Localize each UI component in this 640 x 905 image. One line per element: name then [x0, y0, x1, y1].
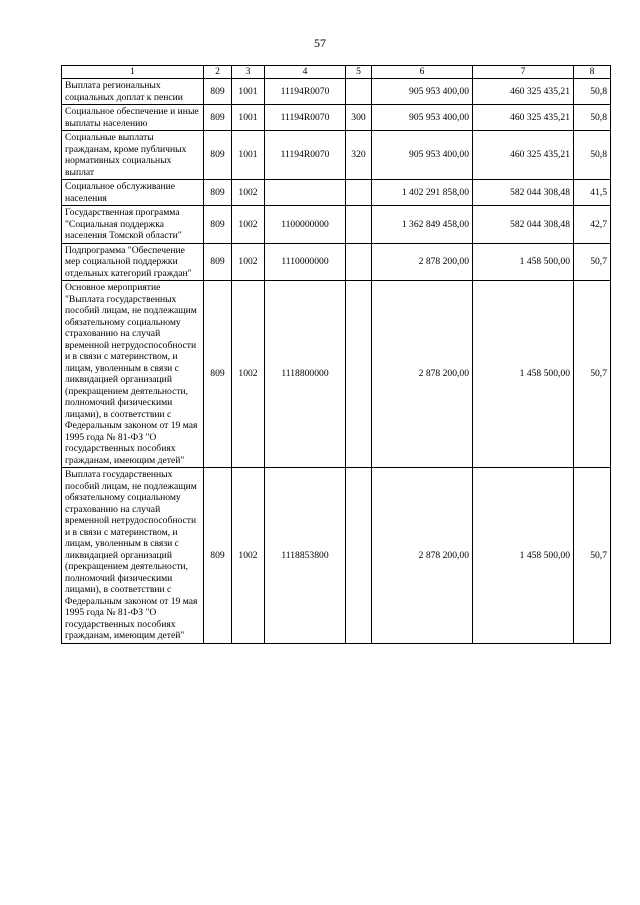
row-vr — [346, 243, 372, 281]
table-row — [62, 79, 611, 105]
row-name: Выплата государственных пособий лицам, не подлежащим обязательному социальному страхованию на случай временной нетрудоспособности и в связи с материнством, и лицам, уволенным в связи с ликвидацией организаций (прекращением деятельности, полномочий физическими лицами), в соответствии с Федеральным законом от 19 мая 1995 года № 81-ФЗ "О государственных пособиях гражданам, имеющим детей" — [62, 468, 204, 644]
row-fact: 582 044 308,48 — [473, 206, 574, 244]
table-row — [62, 180, 611, 206]
row-fact: 582 044 308,48 — [473, 180, 574, 206]
row-razdel: 1002 — [232, 206, 265, 244]
table-header-row — [62, 66, 611, 79]
row-pct: 50,7 — [574, 281, 611, 468]
table-row — [62, 105, 611, 131]
row-fact: 1 458 500,00 — [473, 243, 574, 281]
row-plan: 905 953 400,00 — [372, 79, 473, 105]
table-row — [62, 468, 611, 644]
row-name: Основное мероприятие "Выплата государственных пособий лицам, не подлежащим обязательному социальному страхованию на случай временной нетрудоспособности и в связи с материнством, и лицам, уволенным в связи с ликвидацией организаций (прекращением деятельности, полномочий физическими лицами), в соответствии с Федеральным законом от 19 мая 1995 года № 81-ФЗ "О государственных пособиях гражданам, имеющим детей" — [62, 281, 204, 468]
row-ved: 809 — [204, 180, 232, 206]
row-ved: 809 — [204, 105, 232, 131]
column-header: 5 — [346, 66, 372, 79]
row-vr — [346, 281, 372, 468]
table-row — [62, 131, 611, 180]
row-plan: 905 953 400,00 — [372, 131, 473, 180]
row-razdel: 1001 — [232, 105, 265, 131]
row-ved: 809 — [204, 79, 232, 105]
row-razdel: 1001 — [232, 131, 265, 180]
row-plan: 2 878 200,00 — [372, 468, 473, 644]
table-row — [62, 206, 611, 244]
row-razdel: 1002 — [232, 468, 265, 644]
row-csr: 11194R0070 — [265, 79, 346, 105]
column-header: 4 — [265, 66, 346, 79]
row-name: Социальные выплаты гражданам, кроме публичных нормативных социальных выплат — [62, 131, 204, 180]
row-razdel: 1002 — [232, 180, 265, 206]
row-fact: 460 325 435,21 — [473, 131, 574, 180]
row-fact: 460 325 435,21 — [473, 105, 574, 131]
row-plan: 2 878 200,00 — [372, 243, 473, 281]
row-vr: 320 — [346, 131, 372, 180]
row-name: Государственная программа "Социальная поддержка населения Томской области" — [62, 206, 204, 244]
row-pct: 50,7 — [574, 468, 611, 644]
column-header: 8 — [574, 66, 611, 79]
row-ved: 809 — [204, 243, 232, 281]
column-header: 3 — [232, 66, 265, 79]
row-plan: 905 953 400,00 — [372, 105, 473, 131]
row-vr — [346, 180, 372, 206]
row-csr: 1100000000 — [265, 206, 346, 244]
row-ved: 809 — [204, 131, 232, 180]
row-razdel: 1001 — [232, 79, 265, 105]
row-vr — [346, 206, 372, 244]
row-pct: 50,8 — [574, 79, 611, 105]
row-ved: 809 — [204, 281, 232, 468]
row-razdel: 1002 — [232, 243, 265, 281]
column-header: 7 — [473, 66, 574, 79]
row-vr: 300 — [346, 105, 372, 131]
row-name: Выплата региональных социальных доплат к пенсии — [62, 79, 204, 105]
row-csr: 11194R0070 — [265, 105, 346, 131]
row-csr — [265, 180, 346, 206]
table-row — [62, 243, 611, 281]
row-vr — [346, 468, 372, 644]
row-plan: 2 878 200,00 — [372, 281, 473, 468]
row-pct: 42,7 — [574, 206, 611, 244]
column-header: 1 — [62, 66, 204, 79]
row-pct: 50,7 — [574, 243, 611, 281]
row-csr: 1118800000 — [265, 281, 346, 468]
row-pct: 50,8 — [574, 105, 611, 131]
row-name: Подпрограмма "Обеспечение мер социальной поддержки отдельных категорий граждан" — [62, 243, 204, 281]
row-fact: 1 458 500,00 — [473, 468, 574, 644]
row-csr: 1110000000 — [265, 243, 346, 281]
row-ved: 809 — [204, 468, 232, 644]
row-pct: 50,8 — [574, 131, 611, 180]
row-plan: 1 362 849 458,00 — [372, 206, 473, 244]
row-name: Социальное обеспечение и иные выплаты населению — [62, 105, 204, 131]
row-fact: 460 325 435,21 — [473, 79, 574, 105]
row-csr: 1118853800 — [265, 468, 346, 644]
table-row — [62, 281, 611, 468]
row-pct: 41,5 — [574, 180, 611, 206]
row-name: Социальное обслуживание населения — [62, 180, 204, 206]
row-vr — [346, 79, 372, 105]
row-ved: 809 — [204, 206, 232, 244]
page-number: 57 — [314, 36, 326, 50]
row-razdel: 1002 — [232, 281, 265, 468]
budget-table — [61, 65, 611, 644]
row-plan: 1 402 291 858,00 — [372, 180, 473, 206]
row-fact: 1 458 500,00 — [473, 281, 574, 468]
row-csr: 11194R0070 — [265, 131, 346, 180]
column-header: 2 — [204, 66, 232, 79]
column-header: 6 — [372, 66, 473, 79]
